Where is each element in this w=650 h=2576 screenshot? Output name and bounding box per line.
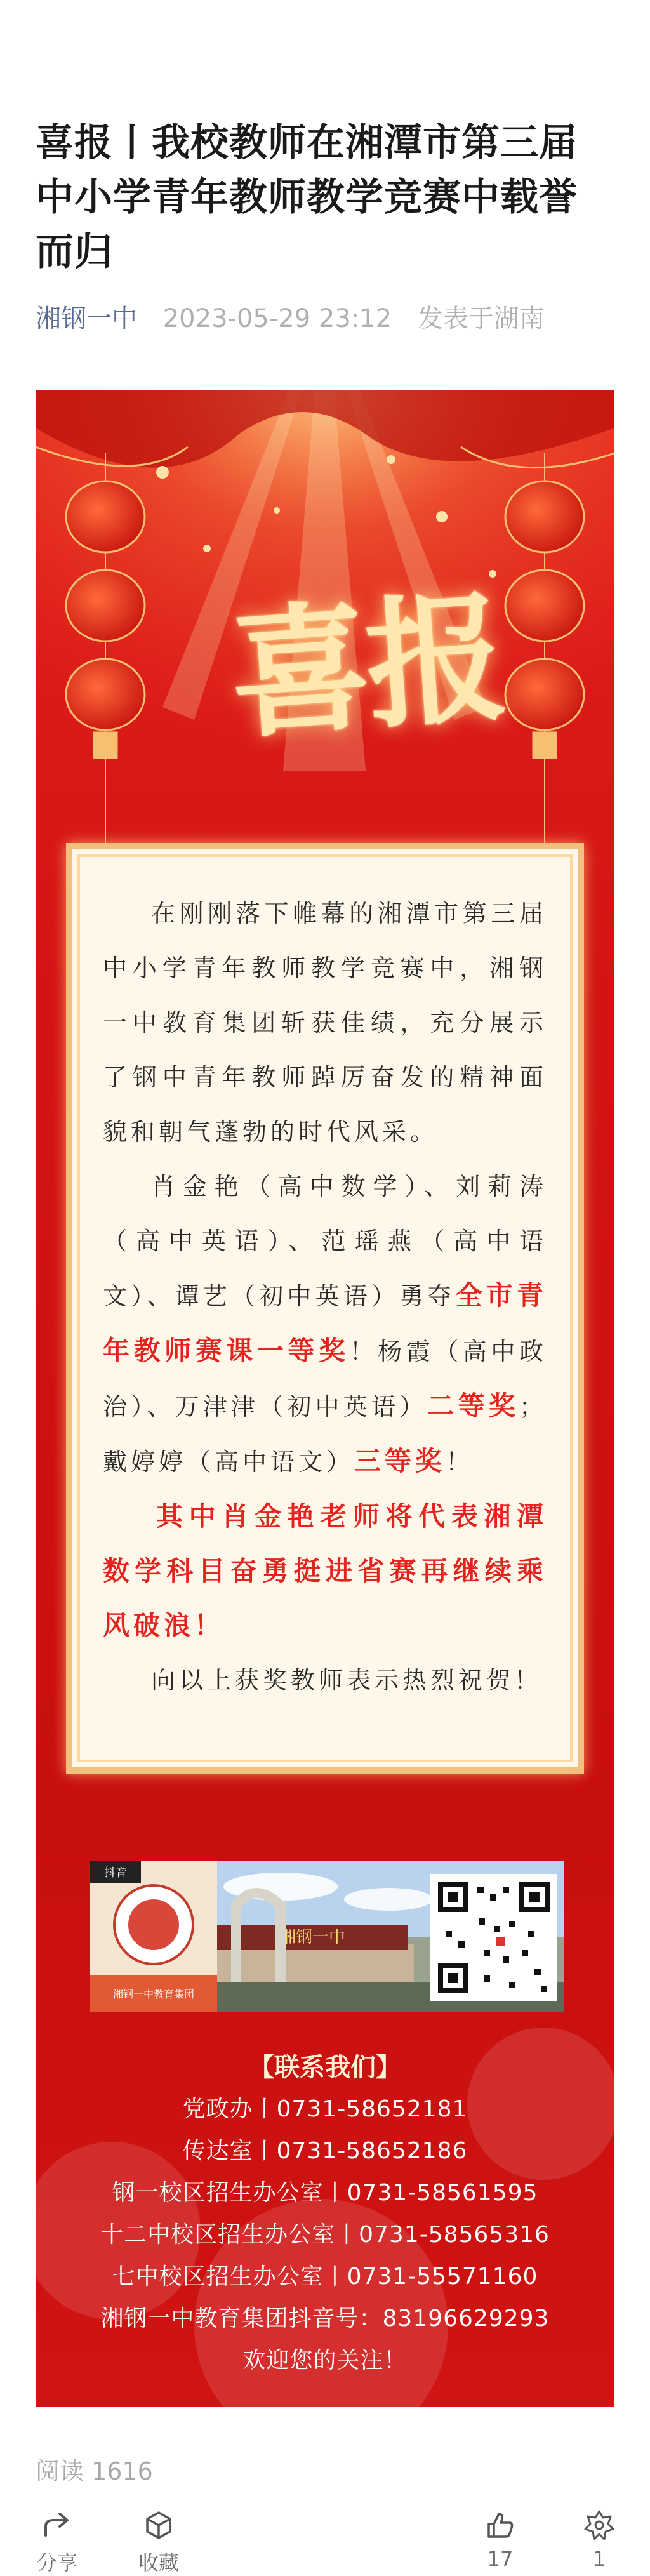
- paragraph-awards: [103, 1159, 547, 1489]
- notice-card: [66, 843, 584, 1774]
- contact-line: 欢迎您的关注！: [242, 2347, 408, 2374]
- contact-line: 传达室丨0731-58652186: [182, 2138, 468, 2164]
- contact-line: 钢一校区招生办公室丨0731-58561595: [112, 2180, 538, 2206]
- awards-text-a: 肖金艳（高中数学）、刘莉涛（高中英语）、范瑶燕（高中语文）、谭艺（初中英语）勇夺: [103, 1172, 547, 1310]
- paragraph-congrats: 向以上获奖教师表示热烈祝贺！: [151, 1666, 543, 1694]
- second-prize: 二等奖: [427, 1390, 519, 1421]
- contact-line: 党政办丨0731-58652181: [182, 2096, 468, 2122]
- like-count: 17: [487, 2547, 514, 2571]
- author-link[interactable]: 湘钢一中: [36, 304, 137, 333]
- favorite-label: 收藏: [138, 2551, 179, 2575]
- paragraph-provincial: 其中肖金艳老师将代表湘潭数学科目奋勇挺进省赛再继续乘风破浪！: [103, 1501, 547, 1641]
- thumbs-up-icon: [482, 2507, 518, 2543]
- read-count: 阅读 1616: [36, 2457, 153, 2485]
- wow-count: 1: [592, 2547, 606, 2571]
- festive-title: 喜报: [225, 574, 508, 758]
- paragraph-intro: 在刚刚落下帷幕的湘潭市第三届中小学青年教师教学竞赛中，湘钢一中教育集团斩获佳绩，充分展示了钢中青年教师踔厉奋发的精神面貌和朝气蓬勃的时代风采。: [103, 900, 547, 1146]
- action-bar: [0, 2507, 650, 2575]
- contact-line: 七中校区招生办公室丨0731-55571160: [112, 2264, 538, 2290]
- wow-button[interactable]: [561, 2507, 637, 2571]
- favorite-button[interactable]: [121, 2507, 197, 2576]
- contact-line: 湘钢一中教育集团抖音号：83196629293: [100, 2306, 550, 2332]
- first-prize: 全市青年教师赛课一等奖: [103, 1280, 547, 1366]
- platform-label: 抖音: [104, 1866, 127, 1880]
- like-button[interactable]: [462, 2507, 538, 2571]
- wow-icon: [581, 2507, 617, 2543]
- contact-section: [36, 2047, 614, 2382]
- share-button[interactable]: [19, 2507, 95, 2576]
- notice-body: [103, 886, 547, 1708]
- article-meta: [36, 298, 545, 335]
- contact-heading: 【联系我们】: [249, 2053, 401, 2082]
- publish-time: 2023-05-29 23:12: [162, 304, 392, 333]
- account-caption: 湘钢一中教育集团: [112, 1988, 195, 2000]
- share-icon: [39, 2507, 75, 2543]
- school-banner: [90, 1861, 564, 2012]
- school-sign: 湘钢一中: [279, 1928, 346, 1947]
- congratulations-poster: [36, 390, 614, 2407]
- publish-location: 发表于湖南: [417, 304, 545, 333]
- awards-text-b: ！杨霞（高中政治）、万津津（初中英语）: [103, 1338, 547, 1421]
- cube-icon: [141, 2507, 176, 2543]
- third-prize: 三等奖: [354, 1445, 446, 1477]
- contact-line: 十二中校区招生办公室丨0731-58565316: [100, 2222, 550, 2248]
- awards-text-c: ；戴婷婷（高中语文）: [103, 1393, 547, 1476]
- awards-text-d: ！: [446, 1448, 474, 1476]
- school-banner-graphic: [90, 1861, 564, 2012]
- article-title: 喜报丨我校教师在湘潭市第三届中小学青年教师教学竞赛中载誉而归: [36, 121, 578, 274]
- share-label: 分享: [36, 2551, 77, 2575]
